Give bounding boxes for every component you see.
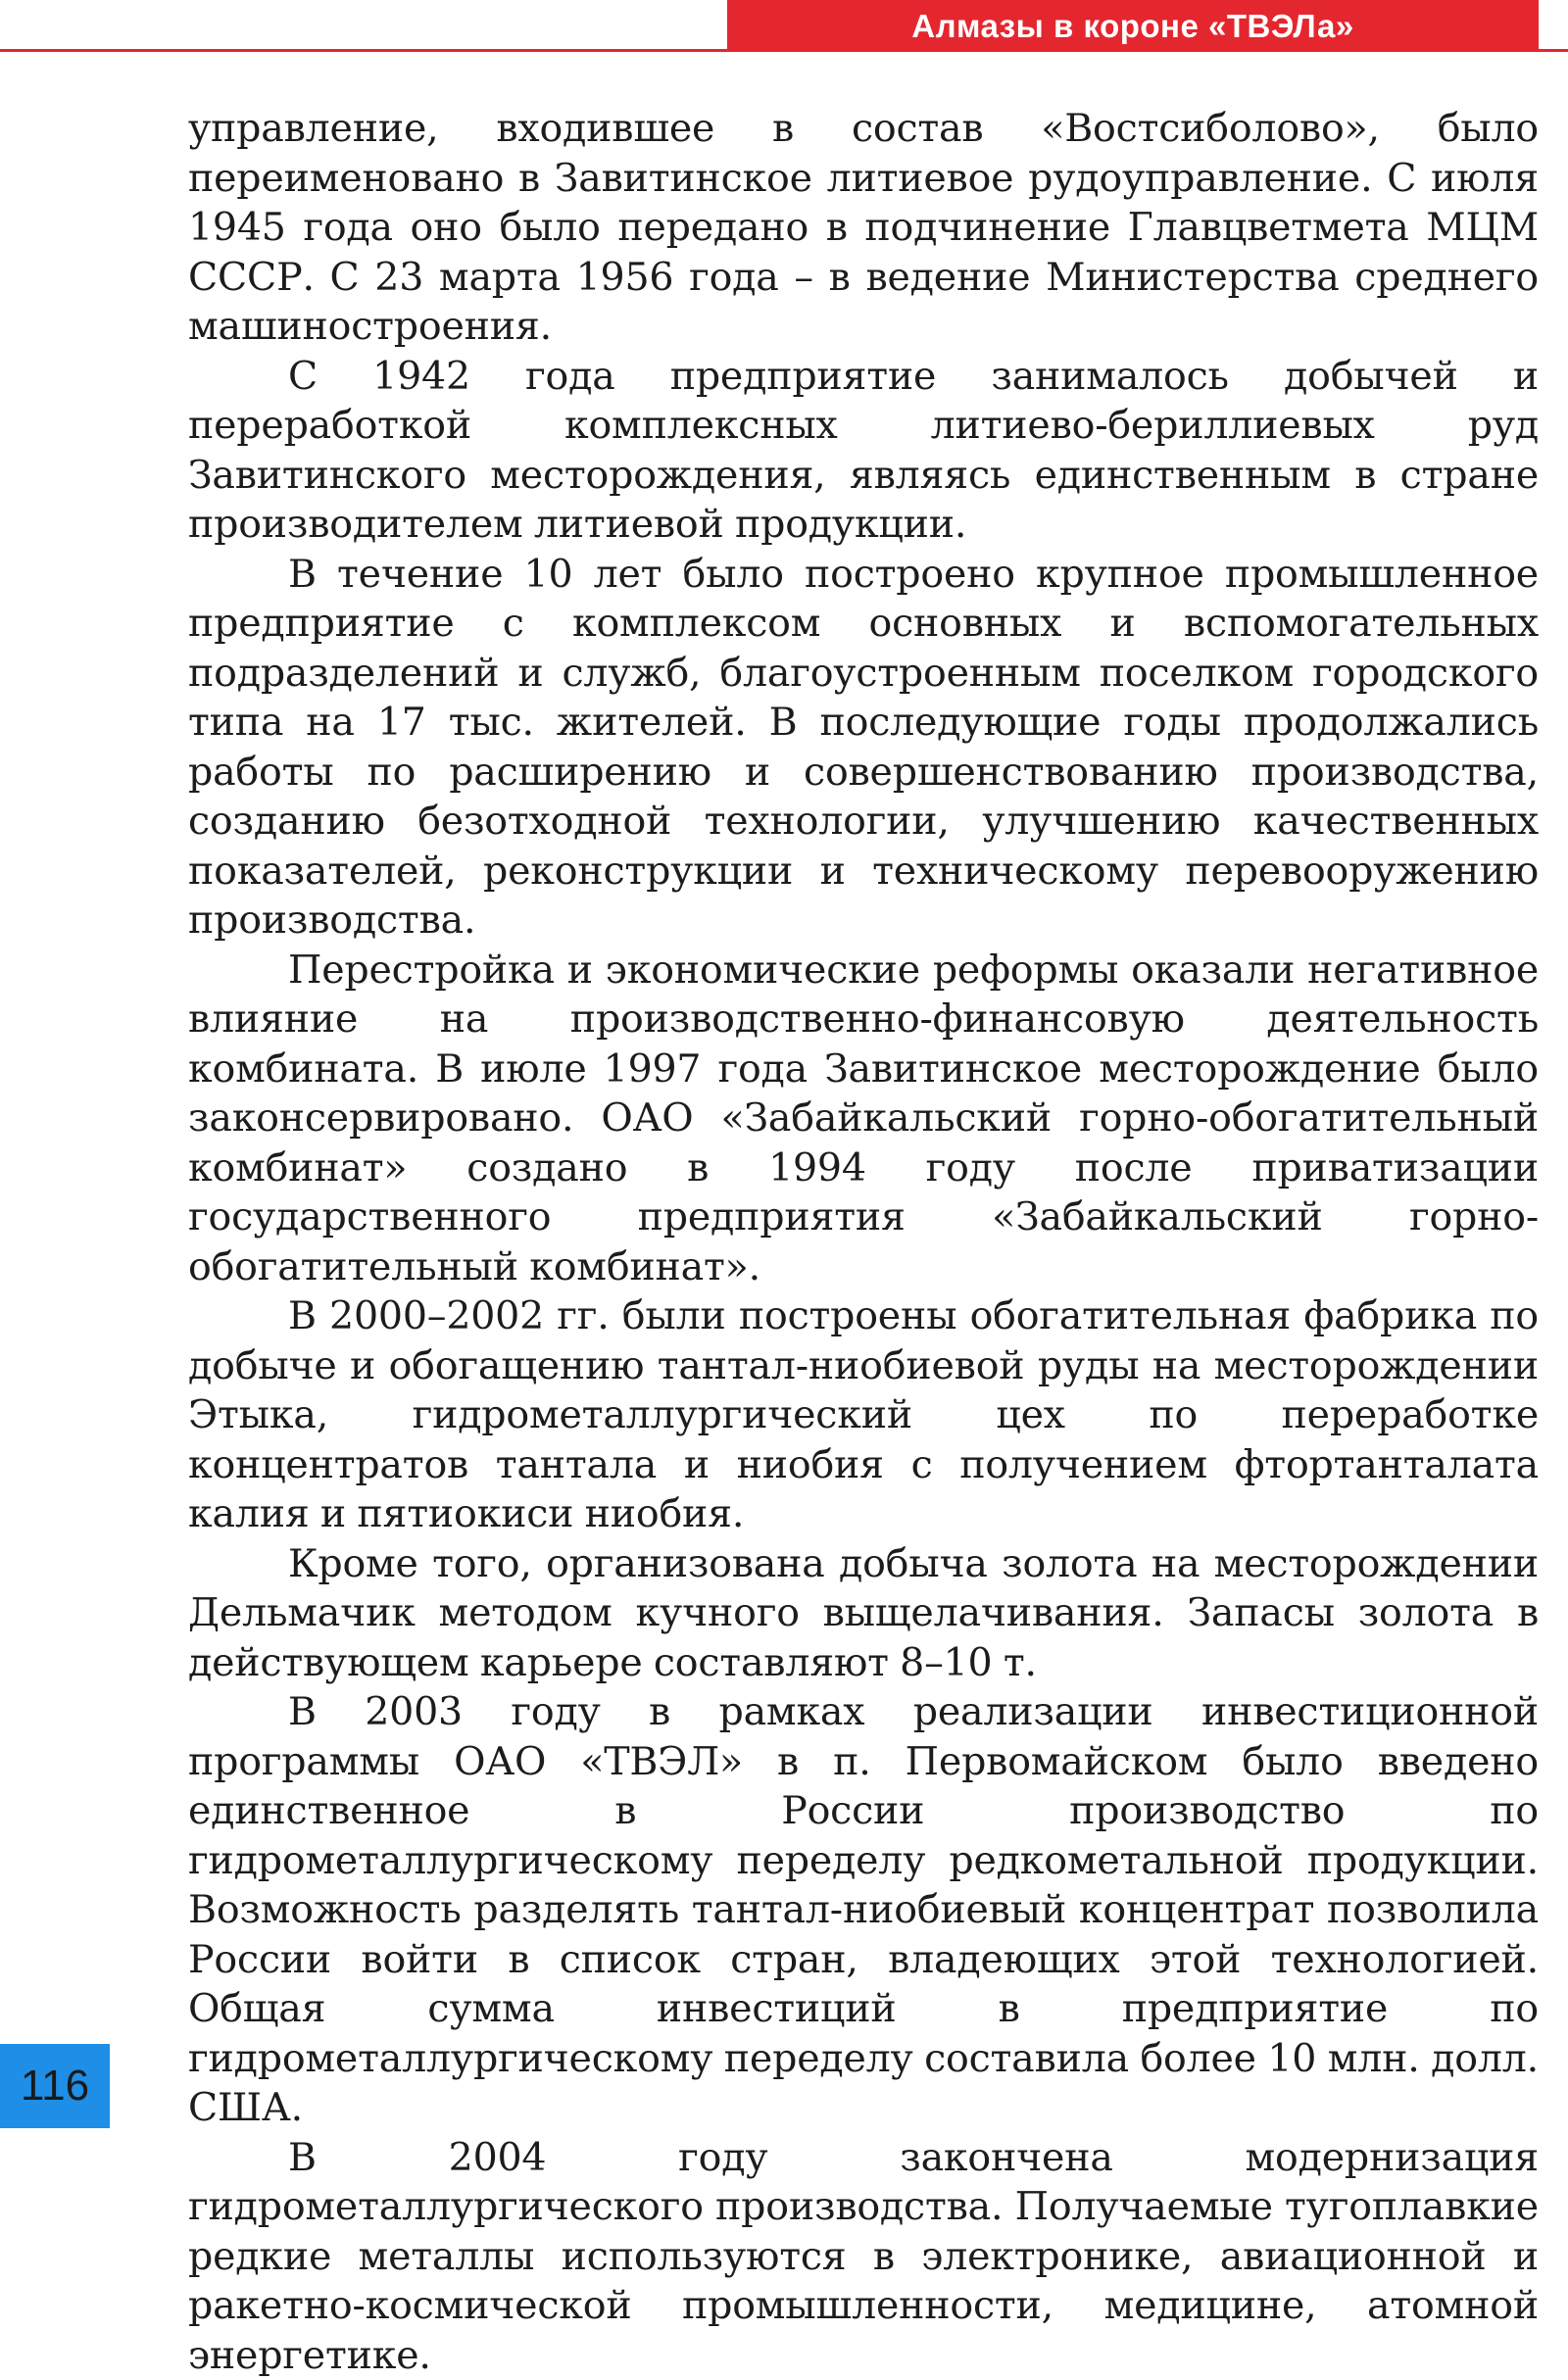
paragraph-2: С 1942 года предприятие занималось добычей и переработкой комплексных литиево-бериллиевых руд Завитинского месторождения, являясь единственным в стране производителем литиевой продукции.	[188, 352, 1539, 550]
page-number: 116	[0, 2044, 110, 2128]
paragraph-3: В течение 10 лет было построено крупное промышленное предприятие с комплексом основных и вспомогательных подразделений и служб, благоустроенным поселком городского типа на 17 тыс. жителей. В последующие годы продолжались работы по расширению и совершенствованию производства, созданию безотходной технологии, улучшению качественных показателей, реконструкции и техническому перевооружению производства.	[188, 550, 1539, 946]
running-header-title: Алмазы в короне «ТВЭЛа»	[727, 0, 1539, 52]
body-text	[188, 104, 1539, 2380]
paragraph-1: управление, входившее в состав «Востсиболово», было переименовано в Завитинское литиевое рудоуправление. С июля 1945 года оно было передано в подчинение Главцветмета МЦМ СССР. С 23 марта 1956 года – в ведение Министерства среднего машиностроения.	[188, 104, 1539, 352]
paragraph-6: Кроме того, организована добыча золота на месторождении Дельмачик методом кучного выщелачивания. Запасы золота в действующем карьере составляют 8–10 т.	[188, 1539, 1539, 1688]
paragraph-8: В 2004 году закончена модернизация гидрометаллургического производства. Получаемые тугоплавкие редкие металлы используются в электронике, авиационной и ракетно-космической промышленности, медицине, атомной энергетике.	[188, 2133, 1539, 2380]
paragraph-7: В 2003 году в рамках реализации инвестиционной программы ОАО «ТВЭЛ» в п. Первомайском было введено единственное в России производство по гидрометаллургическому переделу редкометальной продукции. Возможность разделять тантал-ниобиевый концентрат позволила России войти в список стран, владеющих этой технологией. Общая сумма инвестиций в предприятие по гидрометаллургическому переделу составила более 10 млн. долл. США.	[188, 1687, 1539, 2133]
paragraph-5: В 2000–2002 гг. были построены обогатительная фабрика по добыче и обогащению тантал-ниобиевой руды на месторождении Этыка, гидрометаллургический цех по переработке концентратов тантала и ниобия с получением фтортанталата калия и пятиокиси ниобия.	[188, 1291, 1539, 1539]
paragraph-4: Перестройка и экономические реформы оказали негативное влияние на производственно-финансовую деятельность комбината. В июле 1997 года Завитинское месторождение было законсервировано. ОАО «Забайкальский горно-обогатительный комбинат» создано в 1994 году после приватизации государственного предприятия «Забайкальский горно-обогатительный комбинат».	[188, 946, 1539, 1292]
